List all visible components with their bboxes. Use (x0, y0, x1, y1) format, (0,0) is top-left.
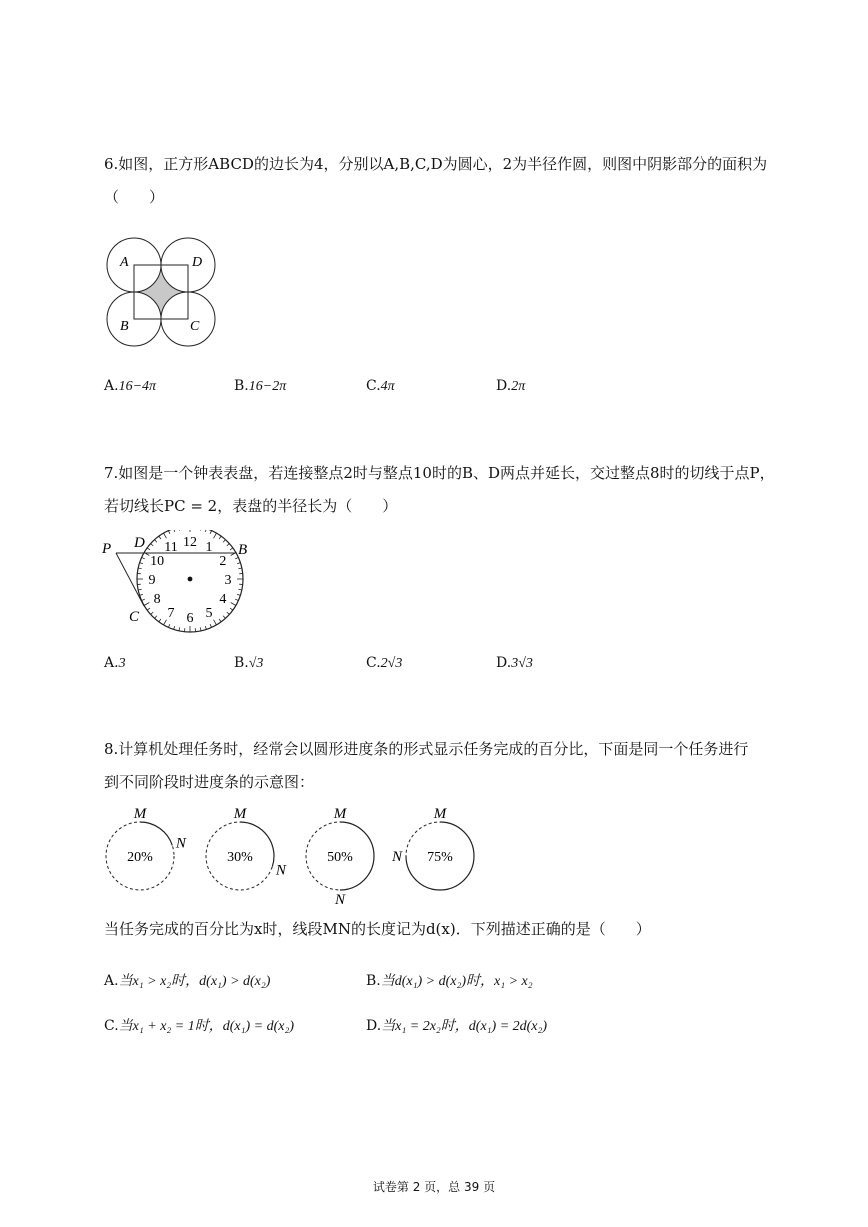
q7-clock-figure (100, 530, 260, 640)
progress-m-label: M (333, 806, 347, 822)
clock-number: 11 (164, 540, 178, 556)
q7-stem-line1: 7.如图是一个钟表表盘，若连接整点2时与整点10时的B、D两点并延长，交过整点8时的切线于点P， (104, 464, 775, 482)
clock-number: 6 (186, 611, 194, 626)
clock-tick (205, 530, 206, 532)
clock-tick (230, 608, 233, 610)
clock-tick (200, 530, 201, 531)
clock-tick (151, 544, 154, 546)
clock-tick (179, 530, 180, 531)
q6-option-c: C.4π (366, 378, 395, 394)
clock-tick (147, 548, 150, 550)
clock-number: 1 (205, 540, 213, 556)
progress-label: 50% (327, 850, 353, 865)
q7-label-b: B (238, 542, 248, 558)
q7-label-c: C (129, 609, 140, 625)
clock-tick (223, 616, 225, 619)
clock-tick (214, 533, 217, 538)
clock-tick (237, 594, 240, 595)
clock-tick (174, 626, 175, 629)
clock-number: 2 (219, 554, 227, 569)
q6-label-b: B (120, 319, 129, 334)
clock-tick (223, 540, 225, 543)
q6-option-a: A.16−4π (104, 378, 157, 394)
clock-tick (235, 599, 238, 600)
q7-label-d: D (134, 535, 145, 551)
progress-m-label: M (433, 806, 447, 822)
progress-m-label: M (133, 806, 147, 822)
q6-label-d: D (192, 255, 203, 270)
progress-label: 75% (427, 850, 453, 865)
clock-tick (168, 531, 169, 534)
q8-option-d: D.当x₁ = 2x₂时，d(x₁) = 2d(x₂) (366, 1018, 548, 1034)
clock-tick (155, 616, 157, 619)
clock-tick (179, 627, 180, 630)
progress-m-label: M (233, 806, 247, 822)
progress-n-label: N (275, 862, 286, 879)
clock-number: 9 (148, 573, 156, 588)
clock-tick (159, 619, 161, 622)
clock-tick (231, 603, 236, 606)
q8-progress-figures (100, 800, 490, 910)
q7-option-c: C.2√3 (366, 655, 403, 671)
clock-tick (159, 536, 161, 539)
q7-label-p: P (102, 541, 112, 557)
q6-label-a: A (120, 255, 129, 270)
clock-tick (210, 531, 211, 534)
clock-tick (210, 624, 211, 627)
clock-tick (144, 603, 149, 606)
clock-number: 5 (205, 605, 213, 621)
progress-label: 30% (227, 850, 253, 865)
q8-stem-line2: 到不同阶段时进度条的示意图： (104, 773, 315, 791)
q7-option-a: A.3 (104, 655, 126, 671)
clock-tick (219, 536, 221, 539)
clock-tick (164, 620, 167, 625)
page-footer: 试卷第 2 页，总 39 页 (372, 1180, 496, 1194)
q6-option-d: D.2π (496, 378, 526, 394)
q6-shaded-region (134, 265, 188, 319)
q7-option-d: D.3√3 (496, 655, 533, 671)
clock-tick (138, 589, 141, 590)
clock-tick (205, 626, 206, 629)
clock-number: 10 (150, 554, 165, 569)
q8-option-c: C.当x₁ + x₂ = 1时，d(x₁) = d(x₂) (104, 1018, 294, 1034)
clock-tick (238, 589, 241, 590)
clock-tick (227, 544, 230, 546)
progress-n-label: N (334, 892, 346, 908)
q7-stem-line2: 若切线长PC = 2，表盘的半径长为（ ） (104, 497, 398, 515)
clock-number: 3 (224, 573, 232, 588)
q6-stem-line1: 6.如图，正方形ABCD的边长为4，分别以A,B,C,D为圆心，2为半径作圆，则图中阴影部分的面积为 (104, 155, 768, 173)
clock-number: 7 (167, 605, 175, 621)
progress-rings (106, 806, 474, 908)
clock-tick (164, 533, 167, 538)
progress-ring (206, 806, 287, 890)
clock-tick (227, 612, 230, 614)
q8-option-a: A.当x₁ > x₂时，d(x₁) > d(x₂) (104, 973, 271, 989)
q6-label-c: C (190, 319, 200, 334)
progress-ring (306, 806, 374, 908)
clock-tick (138, 568, 141, 569)
clock-center (188, 577, 193, 582)
q8-description: 当任务完成的百分比为x时，线段MN的长度记为d(x)．下列描述正确的是（ ） (104, 920, 651, 938)
clock-tick (147, 608, 150, 610)
clock-tick (219, 619, 221, 622)
clock-tick (140, 594, 143, 595)
progress-n-label: N (391, 849, 403, 865)
progress-ring (391, 806, 474, 890)
progress-ring (106, 806, 187, 890)
clock-tick (238, 568, 241, 569)
clock-number: 12 (183, 535, 197, 550)
clock-tick (140, 563, 143, 564)
clock-tick (168, 624, 169, 627)
clock-tick (214, 620, 217, 625)
q8-stem-line1: 8.计算机处理任务时，经常会以圆形进度条的形式显示任务完成的百分比，下面是同一个任务进行 (104, 740, 749, 758)
clock-tick (230, 548, 233, 550)
clock-tick (142, 599, 145, 600)
progress-n-label: N (175, 835, 186, 852)
clock-tick (174, 530, 175, 532)
q6-figure (100, 230, 225, 350)
clock-tick (237, 563, 240, 564)
q8-option-b: B.当d(x₁) > d(x₂)时，x₁ > x₂ (366, 973, 533, 989)
clock-number: 8 (153, 592, 161, 607)
clock-tick (151, 612, 154, 614)
q6-option-b: B.16−2π (234, 378, 287, 394)
clock-tick (142, 557, 145, 558)
progress-label: 20% (127, 850, 153, 865)
clock-tick (155, 540, 157, 543)
q6-stem-line2: （ ） (104, 188, 165, 206)
q7-option-b: B.√3 (234, 655, 264, 671)
clock-number: 4 (219, 592, 227, 607)
clock-tick (200, 627, 201, 630)
